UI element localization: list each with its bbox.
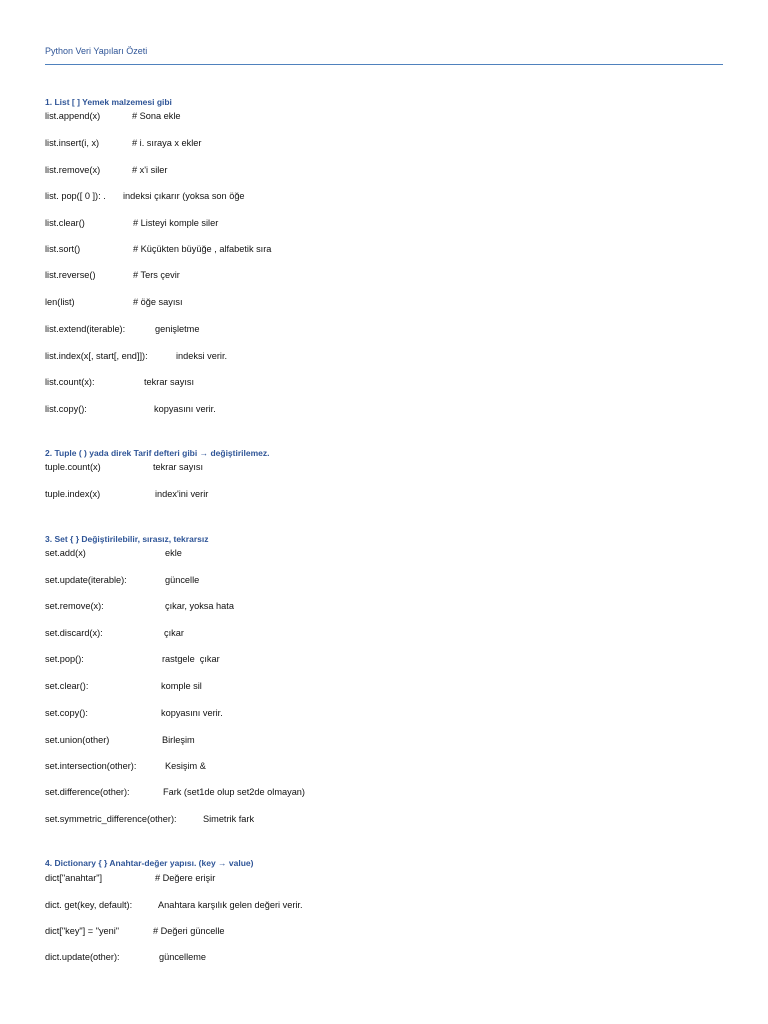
method-name: set.clear(): bbox=[45, 681, 89, 691]
list-item bbox=[45, 900, 735, 912]
method-description: tekrar sayısı bbox=[144, 377, 195, 387]
method-description: Birleşim bbox=[162, 735, 195, 745]
method-name: list.count(x): bbox=[45, 377, 95, 387]
section-heading-tuple: 2. Tuple ( ) yada direk Tarif defteri gibi → değiştirilemez. bbox=[45, 448, 270, 458]
header-rule bbox=[45, 64, 723, 65]
method-name: set.copy(): bbox=[45, 708, 88, 718]
method-name: len(list) bbox=[45, 297, 75, 307]
method-description: index'ini verir bbox=[155, 489, 209, 499]
method-description: Simetrik fark bbox=[203, 814, 255, 824]
method-name: list.remove(x) bbox=[45, 165, 101, 175]
method-description: kopyasını verir. bbox=[154, 404, 216, 414]
list-item bbox=[45, 489, 735, 501]
section-heading-list: 1. List [ ] Yemek malzemesi gibi bbox=[45, 97, 172, 107]
method-name: list.copy(): bbox=[45, 404, 87, 414]
method-name: dict.update(other): bbox=[45, 952, 120, 962]
method-name: dict. get(key, default): bbox=[45, 900, 133, 910]
list-item bbox=[45, 165, 735, 177]
method-name: set.remove(x): bbox=[45, 601, 104, 611]
method-name: set.add(x) bbox=[45, 548, 86, 558]
method-description: ekle bbox=[165, 548, 182, 558]
list-item bbox=[45, 681, 735, 693]
list-item bbox=[45, 404, 735, 416]
method-name: dict["anahtar"] bbox=[45, 873, 103, 883]
method-name: list.index(x[, start[, end]]): bbox=[45, 351, 148, 361]
list-item bbox=[45, 952, 735, 964]
list-item bbox=[45, 628, 735, 640]
list-item bbox=[45, 297, 735, 309]
method-description: Anahtara karşılık gelen değeri verir. bbox=[158, 900, 303, 910]
method-description: # Küçükten büyüğe , alfabetik sıra bbox=[133, 244, 272, 254]
list-item bbox=[45, 735, 735, 747]
list-item bbox=[45, 324, 735, 336]
section-heading-set: 3. Set { } Değiştirilebilir, sırasız, tekrarsız bbox=[45, 534, 209, 544]
method-description: # Değeri güncelle bbox=[153, 926, 225, 936]
section-heading-dictionary: 4. Dictionary { } Anahtar-değer yapısı. (key → value) bbox=[45, 858, 254, 868]
method-description: indeksi verir. bbox=[176, 351, 228, 361]
list-item bbox=[45, 244, 735, 256]
list-item bbox=[45, 462, 735, 474]
list-item bbox=[45, 787, 735, 799]
list-item bbox=[45, 575, 735, 587]
method-name: list.insert(i, x) bbox=[45, 138, 100, 148]
method-name: list.extend(iterable): bbox=[45, 324, 126, 334]
method-description: # x'i siler bbox=[132, 165, 168, 175]
list-item bbox=[45, 761, 735, 773]
method-description: Kesişim & bbox=[165, 761, 206, 771]
list-item bbox=[45, 873, 735, 885]
page-title: Python Veri Yapıları Özeti bbox=[45, 46, 148, 56]
method-description: # Listeyi komple siler bbox=[133, 218, 219, 228]
method-name: list.sort() bbox=[45, 244, 81, 254]
list-item bbox=[45, 708, 735, 720]
list-item bbox=[45, 926, 735, 938]
method-name: tuple.count(x) bbox=[45, 462, 101, 472]
method-description: # Sona ekle bbox=[132, 111, 181, 121]
list-item bbox=[45, 191, 735, 203]
method-name: dict["key"] = "yeni" bbox=[45, 926, 120, 936]
method-description: rastgele çıkar bbox=[162, 654, 220, 664]
method-description: güncelle bbox=[165, 575, 200, 585]
method-name: list.clear() bbox=[45, 218, 85, 228]
method-name: tuple.index(x) bbox=[45, 489, 101, 499]
method-name: set.difference(other): bbox=[45, 787, 130, 797]
method-description: indeksi çıkarır (yoksa son öğe bbox=[123, 191, 245, 201]
method-name: set.update(iterable): bbox=[45, 575, 127, 585]
list-item bbox=[45, 601, 735, 613]
method-name: list.reverse() bbox=[45, 270, 96, 280]
list-item bbox=[45, 654, 735, 666]
method-description: Fark (set1de olup set2de olmayan) bbox=[163, 787, 305, 797]
list-item bbox=[45, 814, 735, 826]
method-name: set.intersection(other): bbox=[45, 761, 137, 771]
list-item bbox=[45, 218, 735, 230]
method-description: tekrar sayısı bbox=[153, 462, 204, 472]
method-description: # i. sıraya x ekler bbox=[132, 138, 202, 148]
method-name: list. pop([ 0 ]): . bbox=[45, 191, 106, 201]
method-description: # Değere erişir bbox=[155, 873, 216, 883]
method-name: set.symmetric_difference(other): bbox=[45, 814, 177, 824]
list-item bbox=[45, 111, 735, 123]
method-description: güncelleme bbox=[159, 952, 206, 962]
method-name: set.union(other) bbox=[45, 735, 110, 745]
method-description: genişletme bbox=[155, 324, 200, 334]
method-description: çıkar, yoksa hata bbox=[165, 601, 234, 611]
list-item bbox=[45, 377, 735, 389]
method-name: set.pop(): bbox=[45, 654, 84, 664]
list-item bbox=[45, 270, 735, 282]
method-name: set.discard(x): bbox=[45, 628, 103, 638]
method-description: çıkar bbox=[164, 628, 184, 638]
method-description: komple sil bbox=[161, 681, 202, 691]
method-description: # öğe sayısı bbox=[133, 297, 183, 307]
list-item bbox=[45, 548, 735, 560]
list-item bbox=[45, 138, 735, 150]
method-name: list.append(x) bbox=[45, 111, 101, 121]
method-description: kopyasını verir. bbox=[161, 708, 223, 718]
method-description: # Ters çevir bbox=[133, 270, 180, 280]
list-item bbox=[45, 351, 735, 363]
